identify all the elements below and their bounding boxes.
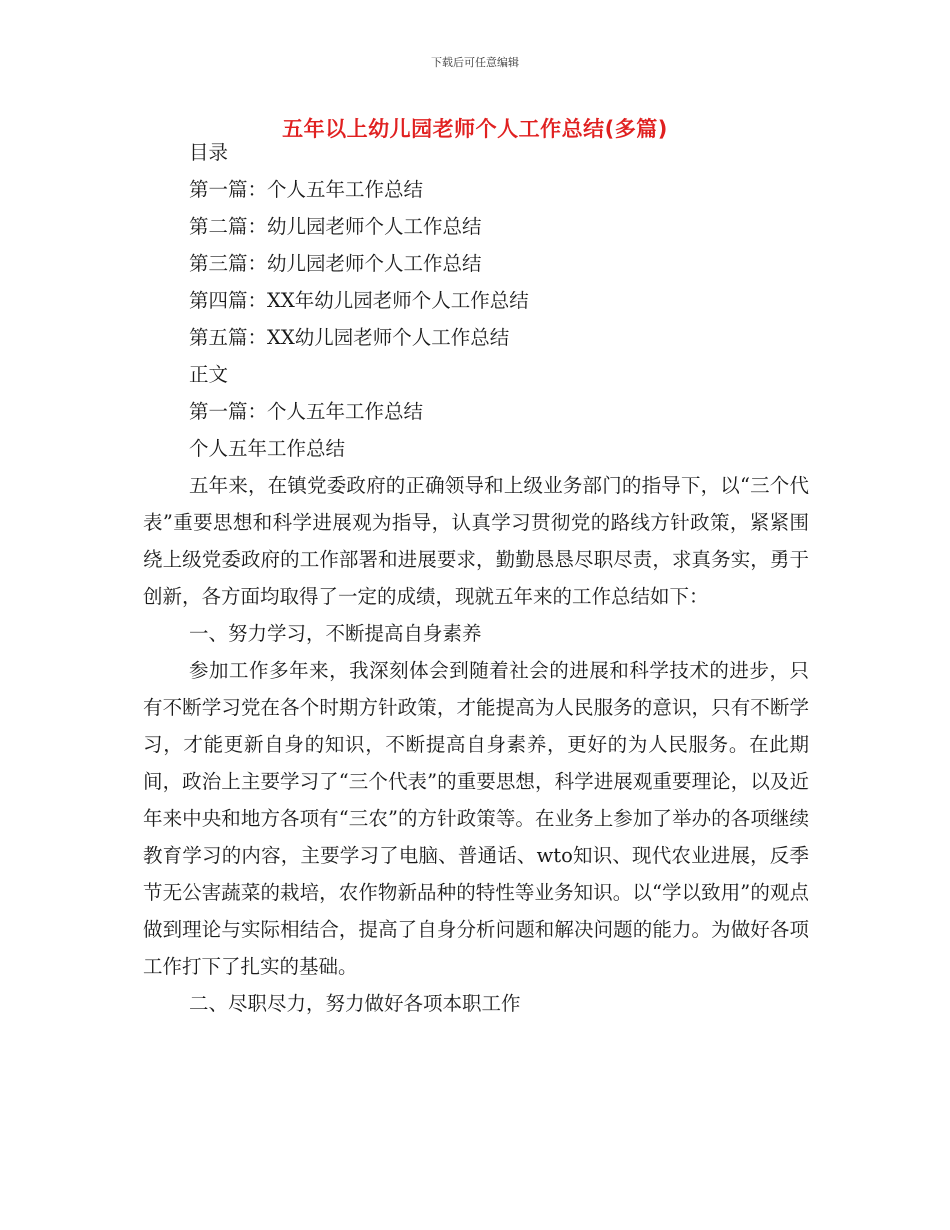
section-heading: 二、尽职尽力，努力做好各项本职工作 [189, 992, 521, 1015]
toc-item: 第四篇：XX年幼儿园老师个人工作总结 [189, 289, 529, 312]
document-content [143, 134, 809, 1022]
section-heading: 一、努力学习，不断提高自身素养 [189, 622, 482, 645]
body-heading: 正文 [189, 363, 229, 386]
part-title: 第一篇：个人五年工作总结 [189, 400, 424, 423]
toc-item: 第五篇：XX幼儿园老师个人工作总结 [189, 326, 510, 349]
toc-item: 第一篇：个人五年工作总结 [189, 178, 424, 201]
toc-heading: 目录 [189, 141, 229, 164]
section-paragraph: 参加工作多年来，我深刻体会到随着社会的进展和科学技术的进步，只有不断学习党在各个时期方针政策，才能提高为人民服务的意识，只有不断学习，才能更新自身的知识，不断提高自身素养，更好的为人民服务。在此期间，政治上主要学习了“三个代表”的重要思想，科学进展观重要理论，以及近年来中央和地方各项有“三农”的方针政策等。在业务上参加了举办的各项继续教育学习的内容，主要学习了电脑、普通话、wto知识、现代农业进展，反季节无公害蔬菜的栽培，农作物新品种的特性等业务知识。以“学以致用”的观点做到理论与实际相结合，提高了自身分析问题和解决问题的能力。为做好各项工作打下了扎实的基础。 [143, 659, 809, 978]
intro-paragraph: 五年来，在镇党委政府的正确领导和上级业务部门的指导下，以“三个代表”重要思想和科学进展观为指导，认真学习贯彻党的路线方针政策，紧紧围绕上级党委政府的工作部署和进展要求，勤勤恳恳尽职尽责，求真务实，勇于创新，各方面均取得了一定的成绩，现就五年来的工作总结如下： [143, 474, 809, 608]
doc-title: 个人五年工作总结 [189, 437, 346, 460]
document-title: 五年以上幼儿园老师个人工作总结(多篇) [282, 117, 668, 141]
toc-item: 第三篇：幼儿园老师个人工作总结 [189, 252, 482, 275]
header-note: 下载后可任意编辑 [431, 56, 519, 69]
toc-item: 第二篇：幼儿园老师个人工作总结 [189, 215, 482, 238]
